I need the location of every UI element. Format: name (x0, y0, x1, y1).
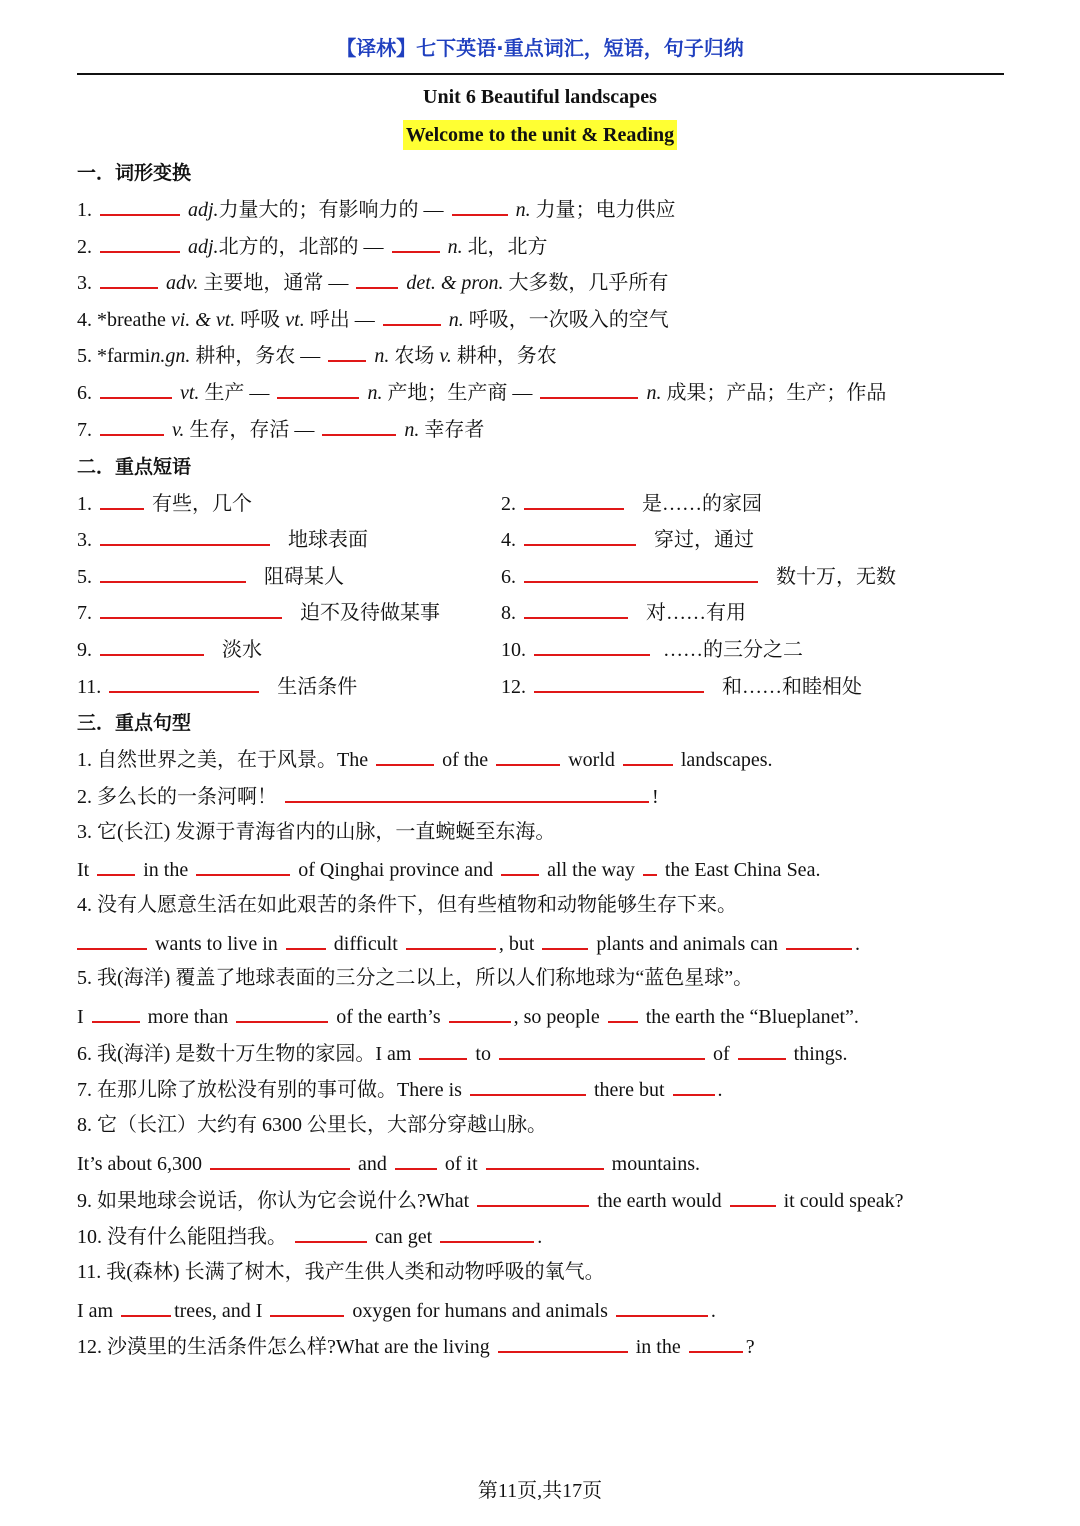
word-form-line-3: 3. adv. 主要地，通常 — det. & pron. 大多数，几乎所有 (77, 268, 668, 296)
blank (406, 929, 496, 950)
phrase-item-12: 12. 和……和睦相处 (501, 672, 862, 700)
blank (608, 1002, 638, 1023)
blank (286, 929, 326, 950)
word-form-line-7: 7. v. 生存，存活 — n. 幸存者 (77, 415, 484, 443)
blank (730, 1186, 776, 1207)
word-form-line-2: 2. adj.北方的，北部的 — n. 北，北方 (77, 232, 548, 260)
phrase-item-6: 6. 数十万，无数 (501, 562, 896, 590)
blank (486, 1149, 604, 1170)
blank (376, 745, 434, 766)
blank (524, 598, 628, 619)
blank (440, 1222, 534, 1243)
blank (524, 489, 624, 510)
blank (100, 598, 282, 619)
sentence-3-english: It in the of Qinghai province and all the way the East China Sea. (77, 855, 820, 883)
sentence-1: 1. 自然世界之美，在于风景。The of the world landscapes. (77, 745, 773, 773)
blank (196, 855, 290, 876)
blank (623, 745, 673, 766)
sentence-12: 12. 沙漠里的生活条件怎么样?What are the living in the ? (77, 1332, 755, 1360)
blank (540, 378, 638, 399)
header-title: 【译林】七下英语·重点词汇，短语，句子归纳 (336, 36, 744, 60)
sentence-4-chinese: 4. 没有人愿意生活在如此艰苦的条件下，但有些植物和动物能够生存下来。 (77, 894, 737, 916)
blank (100, 562, 246, 583)
header-rule (77, 73, 1004, 75)
blank (121, 1296, 171, 1317)
phrase-item-7: 7. 迫不及待做某事 (77, 598, 440, 626)
blank (498, 1332, 628, 1353)
blank (100, 415, 164, 436)
blank (322, 415, 396, 436)
blank (470, 1075, 586, 1096)
blank (100, 525, 270, 546)
phrase-item-2: 2. 是……的家园 (501, 489, 762, 517)
blank (210, 1149, 350, 1170)
phrase-item-10: 10. ……的三分之二 (501, 635, 803, 663)
blank (542, 929, 588, 950)
phrase-item-5: 5. 阻碍某人 (77, 562, 344, 590)
blank (524, 562, 758, 583)
blank (100, 232, 180, 253)
blank (534, 672, 704, 693)
blank (673, 1075, 715, 1096)
blank (328, 341, 366, 362)
sentence-11-chinese: 11. 我(森林) 长满了树木，我产生供人类和动物呼吸的氧气。 (77, 1261, 605, 1283)
blank (285, 782, 649, 803)
sentence-5-chinese: 5. 我(海洋) 覆盖了地球表面的三分之二以上，所以人们称地球为“蓝色星球”。 (77, 967, 754, 989)
sentence-10: 10. 没有什么能阻挡我。 can get . (77, 1222, 542, 1250)
blank (100, 489, 144, 510)
blank (616, 1296, 708, 1317)
blank (689, 1332, 743, 1353)
blank (100, 195, 180, 216)
blank (97, 855, 135, 876)
word-form-line-5: 5. *farmin.gn. 耕种，务农 — n. 农场 v. 耕种，务农 (77, 341, 557, 369)
blank (449, 1002, 511, 1023)
blank (277, 378, 359, 399)
page-number: 第11页,共17页 (477, 1480, 603, 1502)
blank (100, 635, 204, 656)
blank (109, 672, 259, 693)
sentence-6: 6. 我(海洋) 是数十万生物的家园。I am to of things. (77, 1039, 848, 1067)
sentence-8-chinese: 8. 它（长江）大约有 6300 公里长，大部分穿越山脉。 (77, 1114, 547, 1136)
sentence-9: 9. 如果地球会说话，你认为它会说什么?What the earth would it could speak? (77, 1186, 904, 1214)
phrase-item-1: 1. 有些，几个 (77, 489, 252, 517)
sentence-2: 2. 多么长的一条河啊！ ! (77, 782, 659, 810)
blank (524, 525, 636, 546)
blank (236, 1002, 328, 1023)
section-heading-phrases: 二．重点短语 (77, 456, 192, 478)
blank (270, 1296, 344, 1317)
blank (786, 929, 852, 950)
word-form-line-4: 4. *breathe vi. & vt. 呼吸 vt. 呼出 — n. 呼吸，一次吸入的空气 (77, 305, 669, 333)
phrase-item-3: 3. 地球表面 (77, 525, 368, 553)
blank (496, 745, 560, 766)
blank (534, 635, 650, 656)
phrase-item-8: 8. 对……有用 (501, 598, 746, 626)
word-form-line-6: 6. vt. 生产 — n. 产地；生产商 — n. 成果；产品；生产；作品 (77, 378, 886, 406)
blank (499, 1039, 705, 1060)
subtitle-highlight: Welcome to the unit & Reading (403, 120, 677, 150)
section-heading-word-forms: 一．词形变换 (77, 162, 192, 184)
section-heading-sentences: 三．重点句型 (77, 712, 192, 734)
subtitle-wrap (0, 120, 1080, 150)
sentence-8-english: It’s about 6,300 and of it mountains. (77, 1149, 700, 1177)
word-form-line-1: 1. adj.力量大的；有影响力的 — n. 力量；电力供应 (77, 195, 676, 223)
blank (92, 1002, 140, 1023)
unit-title: Unit 6 Beautiful landscapes (423, 86, 657, 108)
blank (419, 1039, 467, 1060)
blank (383, 305, 441, 326)
blank (452, 195, 508, 216)
blank (100, 268, 158, 289)
sentence-3-chinese: 3. 它(长江) 发源于青海省内的山脉，一直蜿蜒至东海。 (77, 821, 556, 843)
phrase-item-9: 9. 淡水 (77, 635, 262, 663)
blank (77, 929, 147, 950)
blank (738, 1039, 786, 1060)
sentence-11-english: I am trees, and I oxygen for humans and animals . (77, 1296, 716, 1324)
sentence-5-english: I more than of the earth’s , so people the earth the “Blueplanet”. (77, 1002, 859, 1030)
phrase-item-11: 11. 生活条件 (77, 672, 357, 700)
blank (501, 855, 539, 876)
blank (295, 1222, 367, 1243)
blank (392, 232, 440, 253)
blank (100, 378, 172, 399)
blank (477, 1186, 589, 1207)
blank (643, 855, 657, 876)
blank (395, 1149, 437, 1170)
sentence-4-english: wants to live in difficult , but plants and animals can . (77, 929, 860, 957)
blank (356, 268, 398, 289)
sentence-7: 7. 在那儿除了放松没有别的事可做。There is there but . (77, 1075, 723, 1103)
phrase-item-4: 4. 穿过，通过 (501, 525, 754, 553)
